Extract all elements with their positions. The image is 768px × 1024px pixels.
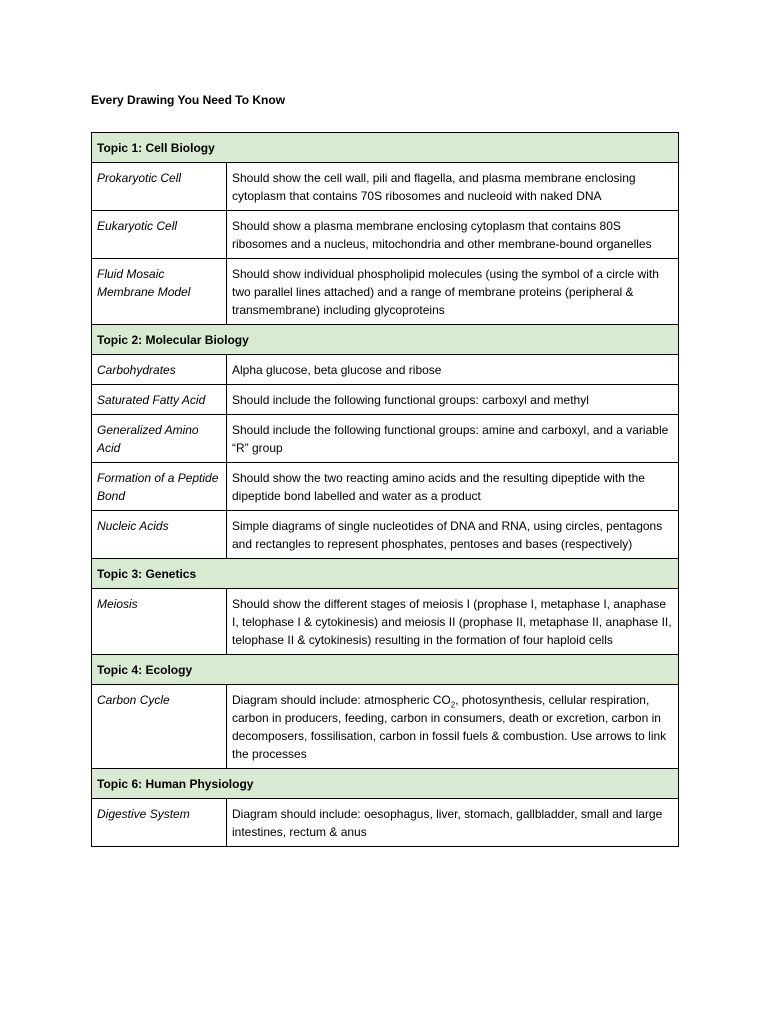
topic-heading: Topic 6: Human Physiology [92,769,679,799]
drawing-name: Generalized Amino Acid [92,415,227,463]
drawing-name: Meiosis [92,589,227,655]
drawing-description: Should show the two reacting amino acids and the resulting dipeptide with the dipeptide bond labelled and water as a product [227,463,679,511]
drawing-name: Fluid Mosaic Membrane Model [92,259,227,325]
table-row [92,589,679,655]
topic-heading: Topic 2: Molecular Biology [92,325,679,355]
topic-heading: Topic 3: Genetics [92,559,679,589]
drawing-description: Should include the following functional groups: carboxyl and methyl [227,385,679,415]
topic-header-row [92,655,679,685]
drawing-description: Diagram should include: oesophagus, liver, stomach, gallbladder, small and large intestines, rectum & anus [227,799,679,847]
table-row [92,385,679,415]
drawing-name: Prokaryotic Cell [92,163,227,211]
topic-heading: Topic 4: Ecology [92,655,679,685]
table-row [92,415,679,463]
drawing-description [227,685,679,769]
subscript-text: 2 [450,700,456,710]
drawing-description: Should show the cell wall, pili and flagella, and plasma membrane enclosing cytoplasm that contains 70S ribosomes and nucleoid with naked DNA [227,163,679,211]
drawing-description: Should show individual phospholipid molecules (using the symbol of a circle with two parallel lines attached) and a range of membrane proteins (peripheral & transmembrane) including glycoproteins [227,259,679,325]
table-row [92,163,679,211]
drawing-name: Formation of a Peptide Bond [92,463,227,511]
table-row [92,259,679,325]
table-row [92,685,679,769]
topic-header-row [92,325,679,355]
drawings-table [91,132,679,847]
drawing-name: Carbon Cycle [92,685,227,769]
table-row [92,511,679,559]
table-row [92,211,679,259]
document-title: Every Drawing You Need To Know [91,93,286,107]
table-row [92,799,679,847]
drawing-description: Should show the different stages of meiosis I (prophase I, metaphase I, anaphase I, telophase I & cytokinesis) and meiosis II (prophase II, metaphase II, anaphase II, telophase II & cytokinesis) resulting in the formation of four haploid cells [227,589,679,655]
drawing-name: Saturated Fatty Acid [92,385,227,415]
table-row [92,355,679,385]
drawing-name: Nucleic Acids [92,511,227,559]
drawing-name: Eukaryotic Cell [92,211,227,259]
drawing-name: Digestive System [92,799,227,847]
topic-header-row [92,133,679,163]
drawing-description: Alpha glucose, beta glucose and ribose [227,355,679,385]
drawing-name: Carbohydrates [92,355,227,385]
drawing-description: Should include the following functional groups: amine and carboxyl, and a variable “R” group [227,415,679,463]
description-text: , photosynthesis, cellular respiration, carbon in producers, feeding, carbon in consumers, death or excretion, carbon in decomposers, fossilisation, carbon in fossil fuels & combustion. Use arrows to link the processes [232,693,667,761]
topic-header-row [92,769,679,799]
topic-header-row [92,559,679,589]
table-row [92,463,679,511]
drawing-description: Simple diagrams of single nucleotides of DNA and RNA, using circles, pentagons and rectangles to represent phosphates, pentoses and bases (respectively) [227,511,679,559]
description-text: Diagram should include: atmospheric CO [232,693,451,707]
topic-heading: Topic 1: Cell Biology [92,133,679,163]
drawing-description: Should show a plasma membrane enclosing cytoplasm that contains 80S ribosomes and a nucleus, mitochondria and other membrane-bound organelles [227,211,679,259]
